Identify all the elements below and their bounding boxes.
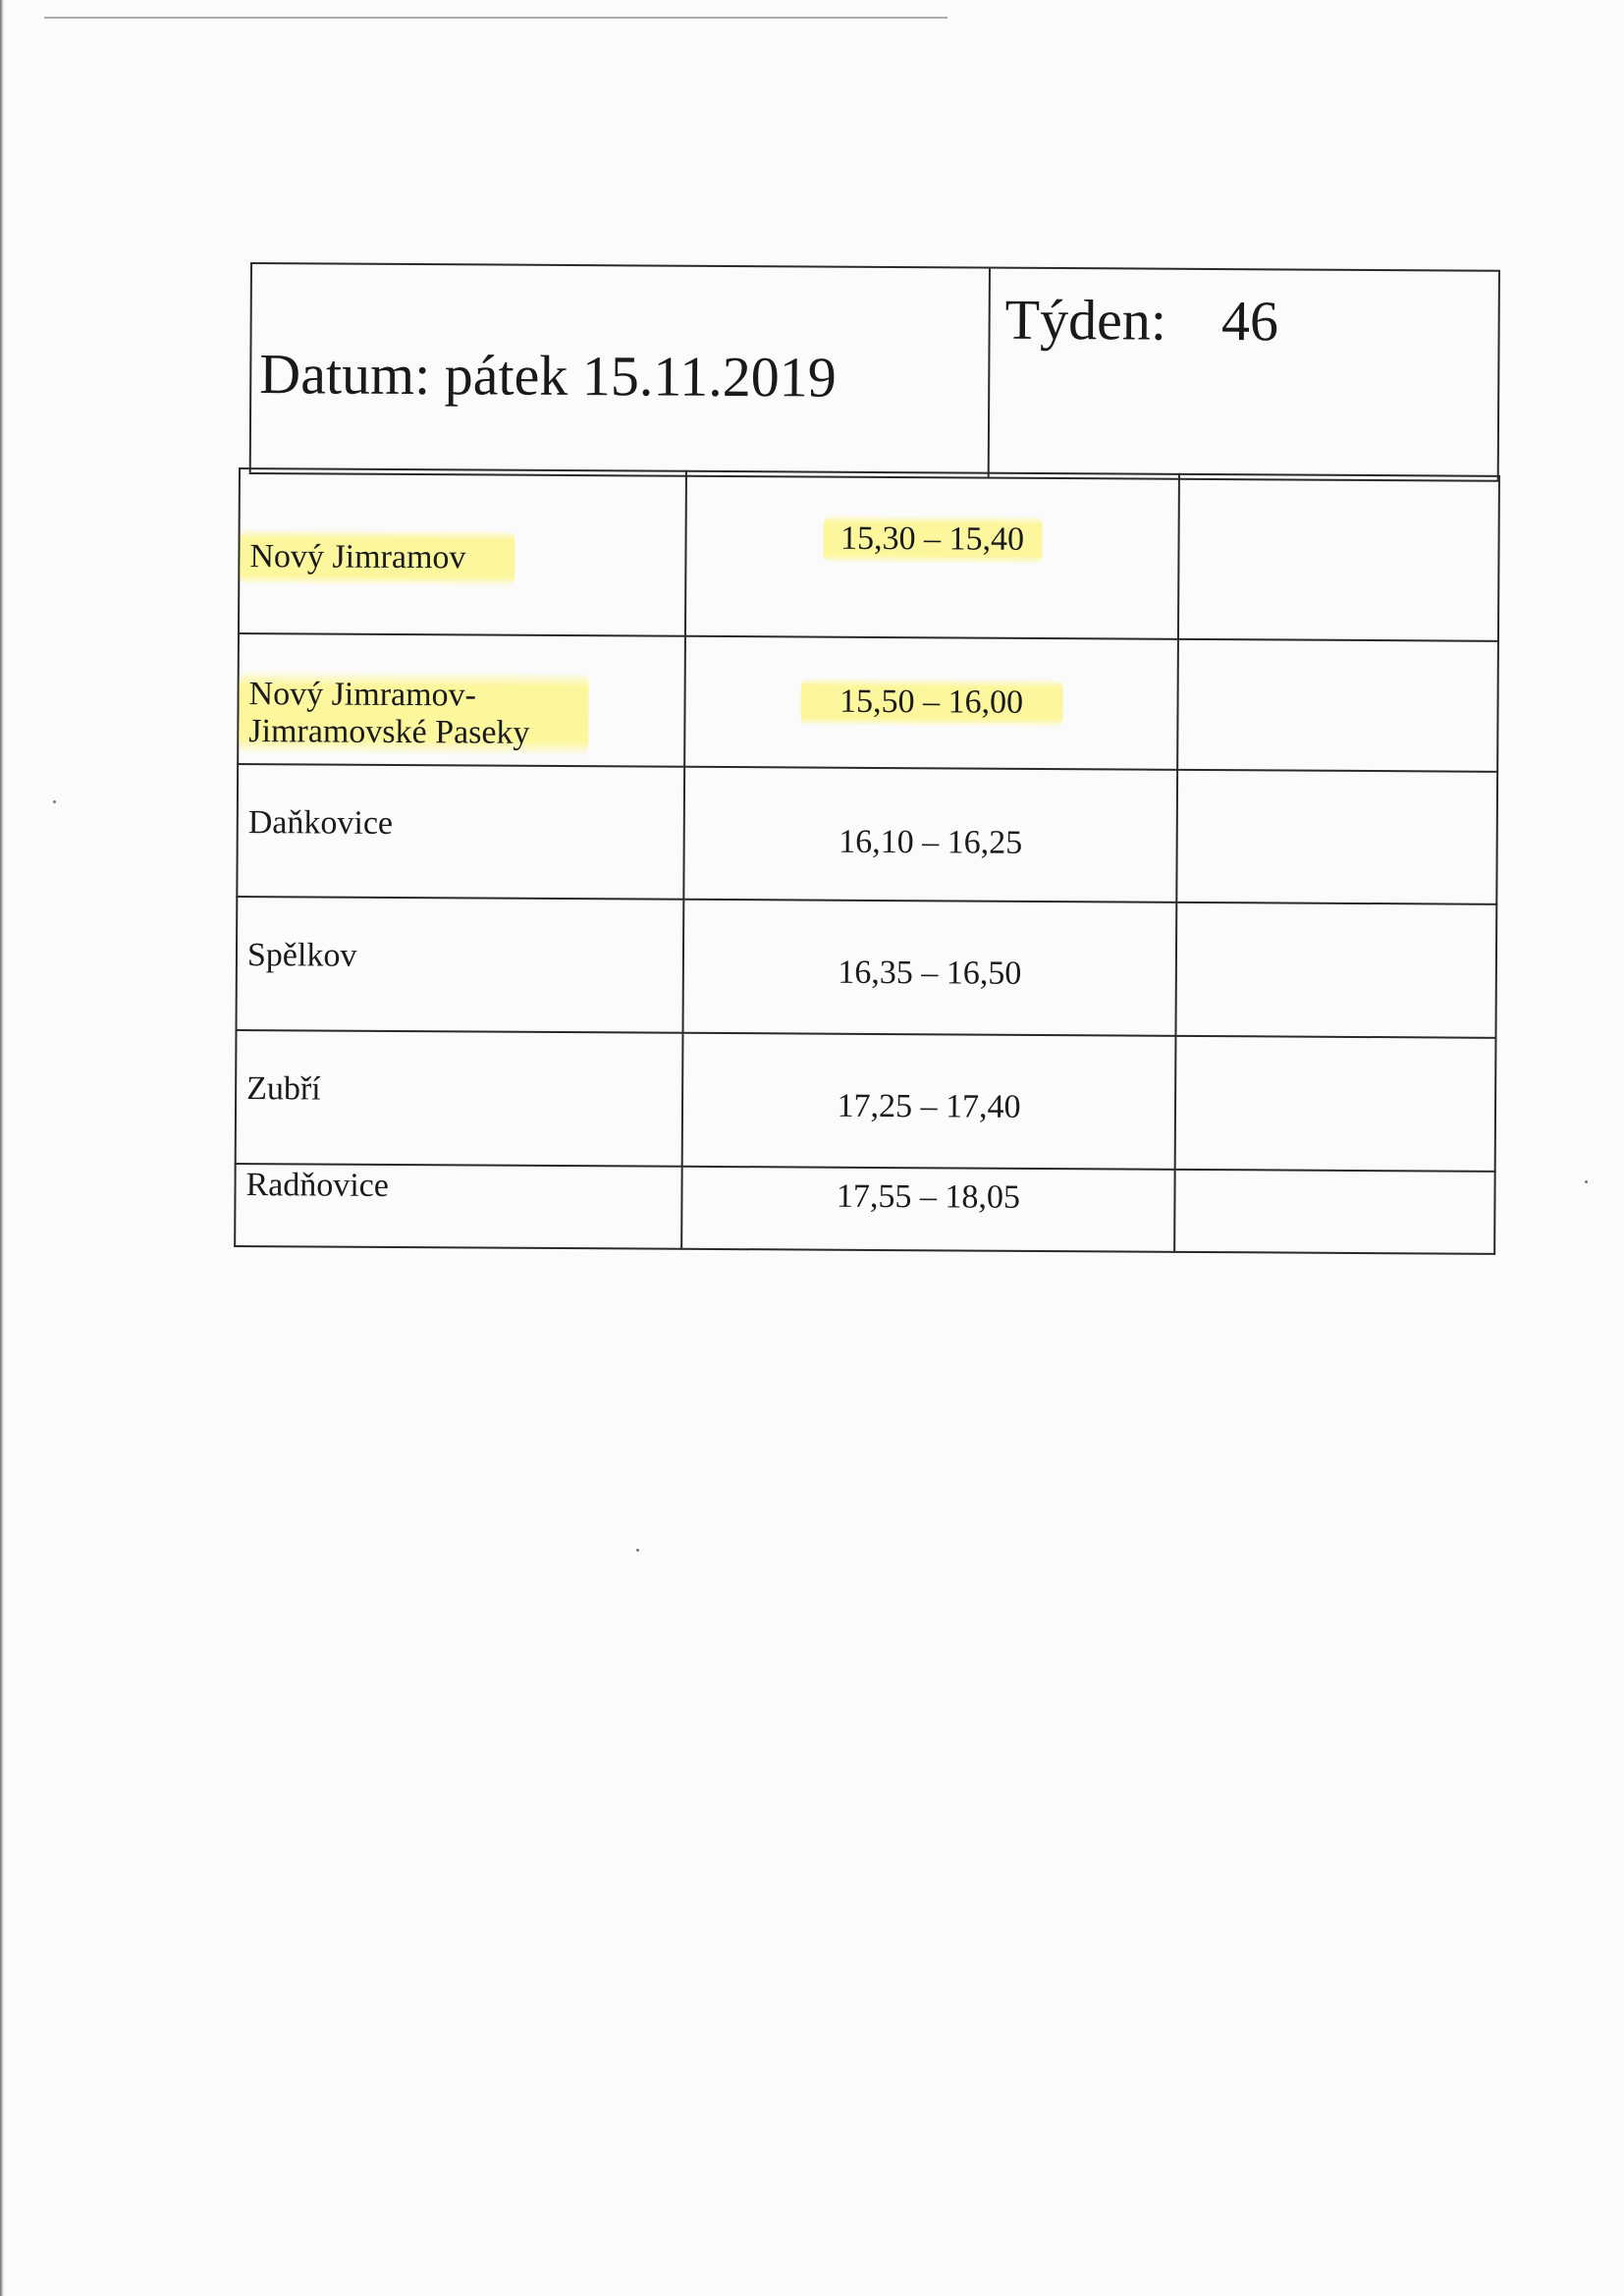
time-range: 15,50 – 16,00 [800, 677, 1062, 728]
time-range: 16,10 – 16,25 [839, 823, 1023, 861]
time-cell [682, 900, 1176, 1036]
scan-speck [53, 800, 56, 803]
empty-cell [1176, 770, 1497, 904]
empty-cell [1175, 902, 1496, 1038]
time-cell [684, 636, 1178, 770]
table-row [238, 633, 1498, 772]
empty-cell [1174, 1170, 1495, 1254]
place-cell [235, 1164, 682, 1249]
empty-cell [1177, 639, 1498, 772]
table-row [239, 468, 1499, 641]
header-box [249, 262, 1500, 482]
time-range: 15,30 – 15,40 [823, 515, 1042, 565]
place-cell [237, 764, 684, 900]
time-cell [682, 1033, 1176, 1170]
table-row [236, 897, 1496, 1038]
time-cell [681, 1167, 1175, 1252]
time-range: 17,25 – 17,40 [837, 1087, 1021, 1125]
scan-speck [1585, 1180, 1588, 1183]
scan-speck [636, 1549, 639, 1552]
table-row [236, 1030, 1496, 1172]
place-cell [236, 1030, 683, 1167]
time-range: 17,55 – 18,05 [836, 1177, 1021, 1216]
place-name: Radňovice [245, 1167, 390, 1204]
place-name: Spělkov [246, 937, 357, 974]
scan-top-line [44, 17, 947, 19]
schedule-table [234, 467, 1500, 1255]
time-cell [683, 767, 1177, 902]
empty-cell [1175, 1036, 1496, 1172]
table-row [237, 764, 1497, 904]
place-cell [236, 897, 683, 1033]
table-row [235, 1164, 1494, 1254]
place-name [239, 670, 589, 756]
week-label [1004, 287, 1278, 355]
time-range: 16,35 – 16,50 [838, 954, 1022, 992]
date-label: Datum: pátek 15.11.2019 [259, 342, 837, 410]
place-cell [238, 633, 685, 767]
week-title: Týden: [1004, 287, 1167, 353]
week-number: 46 [1220, 289, 1279, 354]
place-cell [239, 468, 686, 636]
scan-left-edge [0, 0, 4, 2296]
place-name-line2: Jimramovské Paseky [248, 713, 530, 751]
place-name: Nový Jimramov [240, 528, 514, 587]
time-cell [685, 471, 1179, 639]
place-name: Zubří [246, 1070, 321, 1108]
place-name: Daňkovice [247, 804, 394, 842]
empty-cell [1178, 474, 1499, 641]
header-divider [988, 269, 991, 477]
place-name-line1: Nový Jimramov- [248, 676, 477, 714]
